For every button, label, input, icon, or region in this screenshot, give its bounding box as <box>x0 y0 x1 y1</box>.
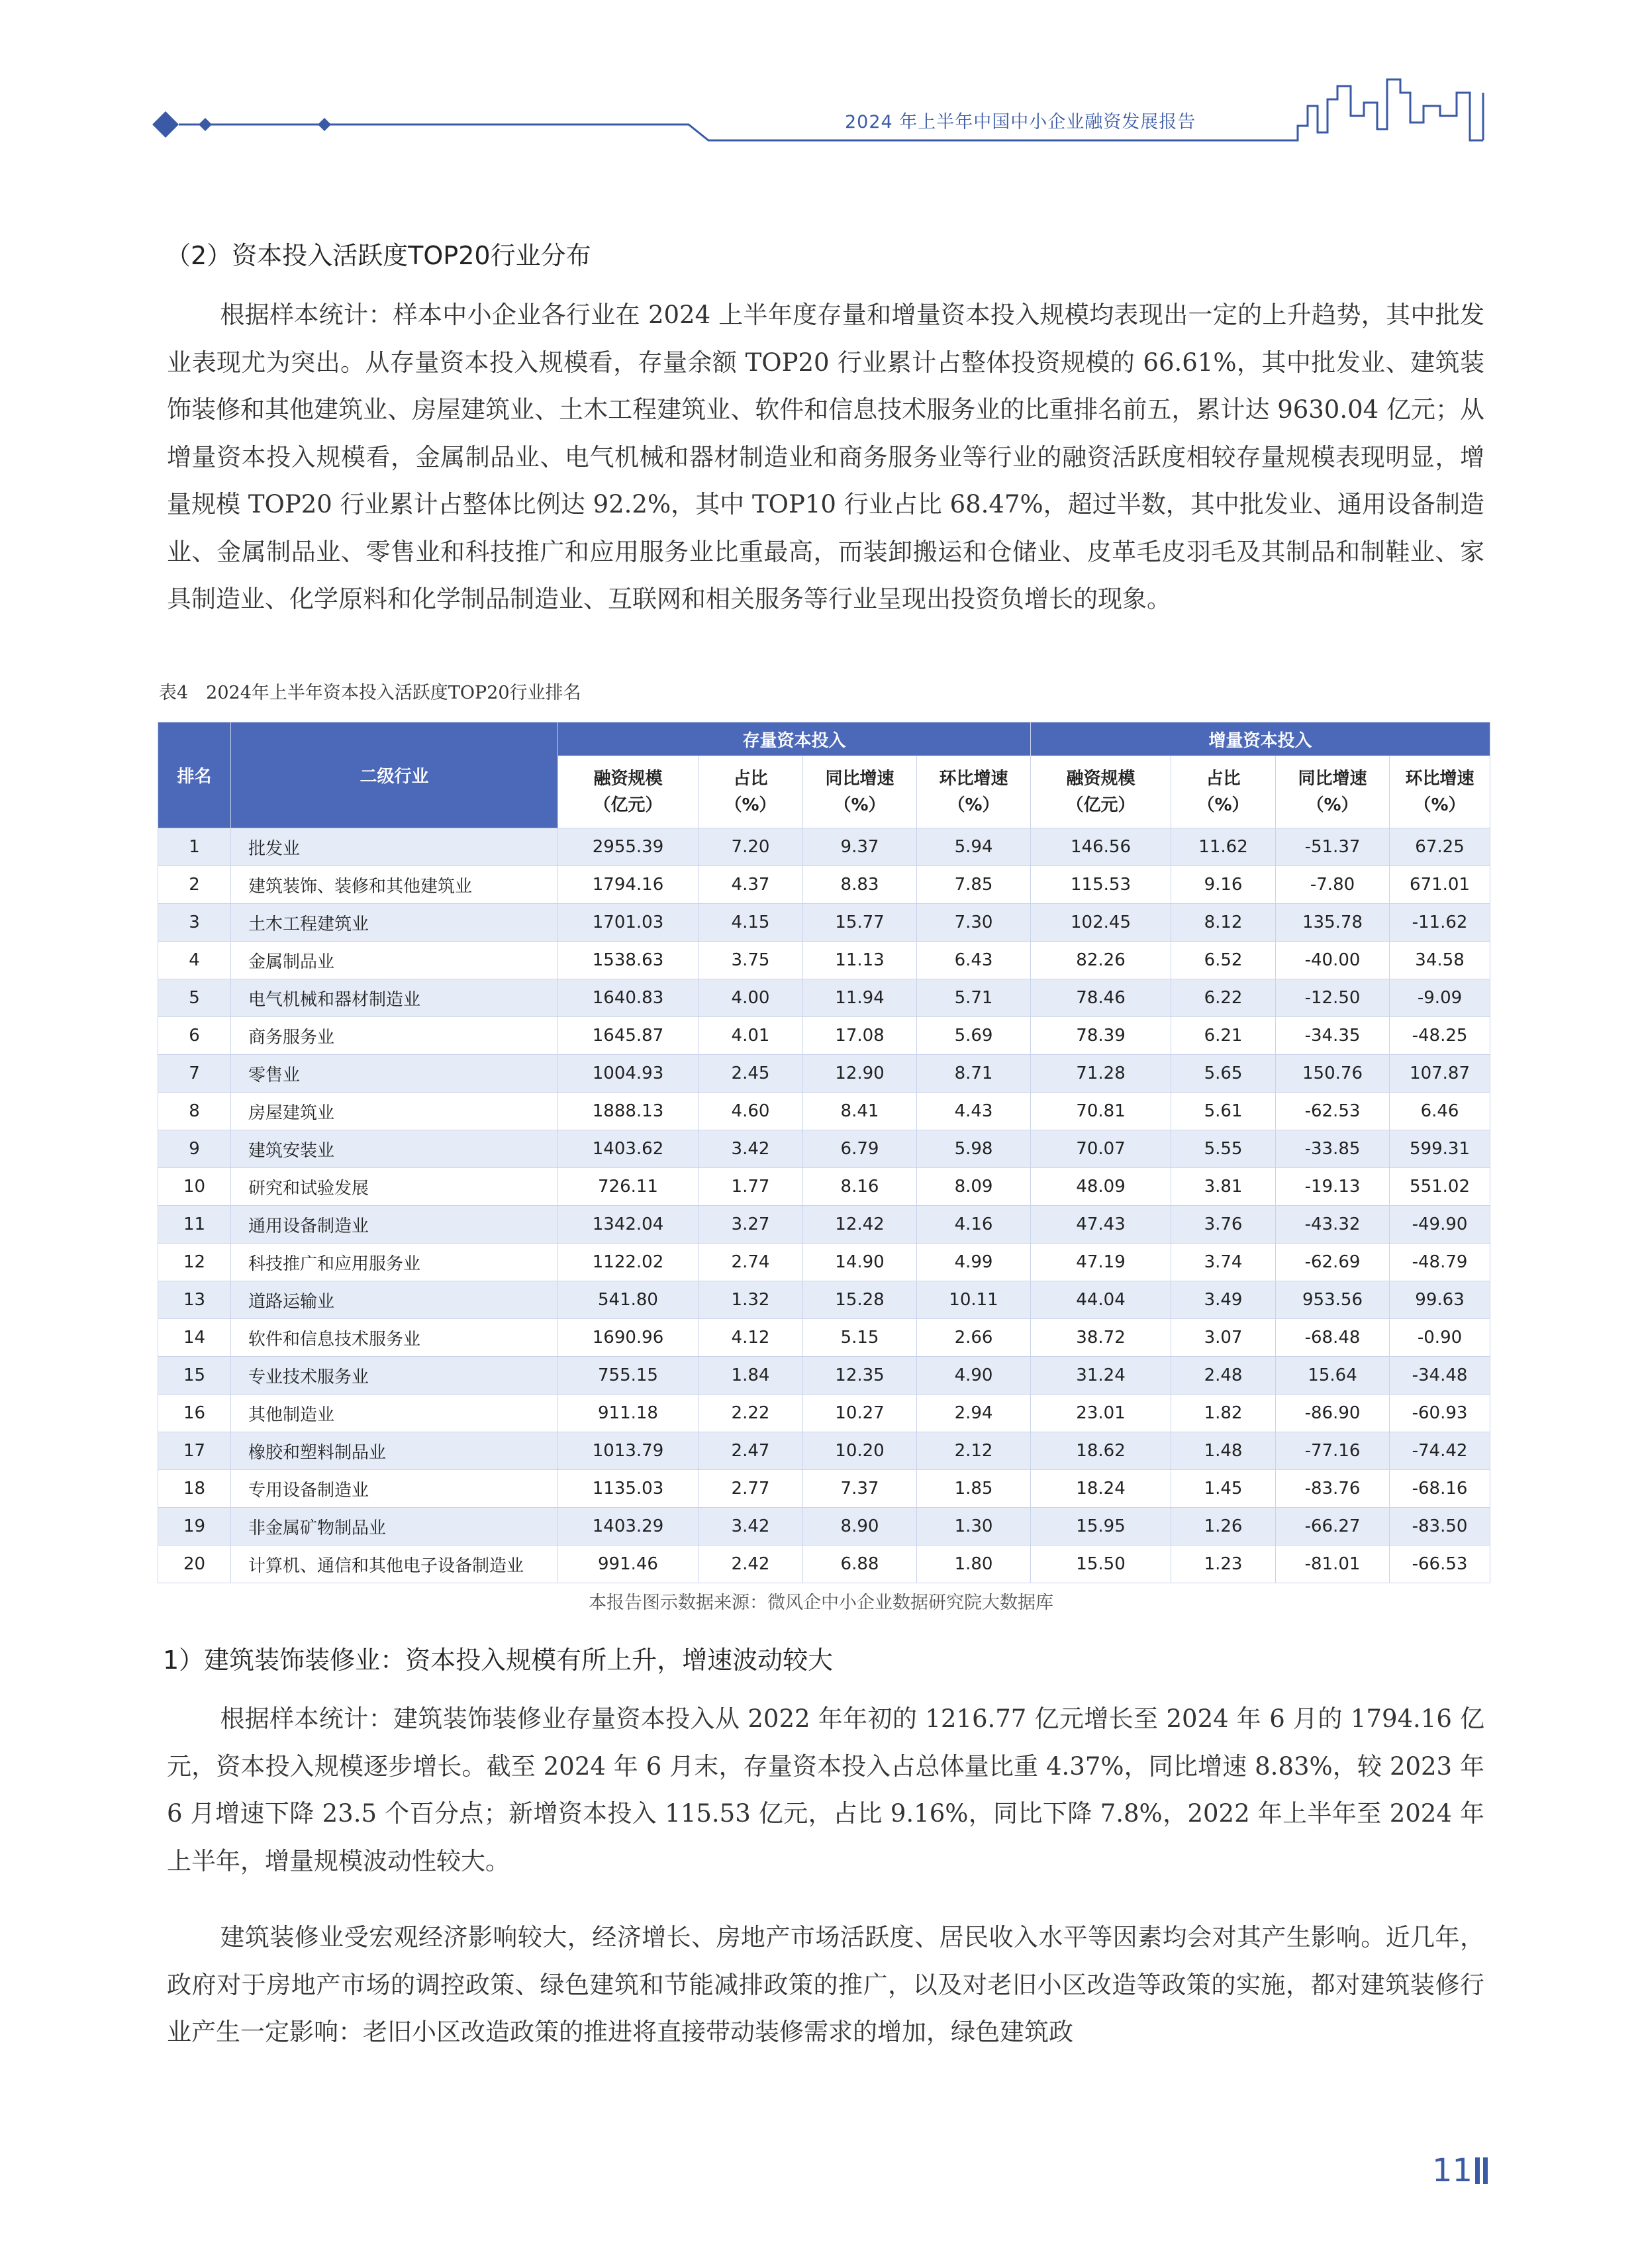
industry-ranking-table <box>158 722 1490 1583</box>
value-cell: 2.22 <box>699 1395 803 1432</box>
industry-cell: 零售业 <box>231 1055 558 1093</box>
rank-cell: 9 <box>158 1130 231 1168</box>
value-cell: 38.72 <box>1031 1319 1171 1357</box>
value-cell: 12.42 <box>803 1206 917 1244</box>
value-cell: 146.56 <box>1031 828 1171 866</box>
table-row <box>158 866 1490 904</box>
table-row <box>158 1168 1490 1206</box>
header-stock-group: 存量资本投入 <box>558 722 1031 756</box>
value-cell: 4.15 <box>699 904 803 942</box>
value-cell: 7.20 <box>699 828 803 866</box>
value-cell: 11.62 <box>1171 828 1276 866</box>
value-cell: -68.16 <box>1390 1470 1490 1508</box>
table-row <box>158 1395 1490 1432</box>
value-cell: -66.27 <box>1276 1508 1390 1546</box>
value-cell: 47.19 <box>1031 1244 1171 1281</box>
sub-header-line: （%） <box>1197 795 1249 815</box>
industry-cell: 道路运输业 <box>231 1281 558 1319</box>
sub-header-line: 占比 <box>733 769 768 789</box>
value-cell: 1794.16 <box>558 866 699 904</box>
value-cell: 1.80 <box>917 1546 1031 1583</box>
value-cell: 1.77 <box>699 1168 803 1206</box>
value-cell: 2.42 <box>699 1546 803 1583</box>
analysis-paragraph-text: 根据样本统计：建筑装饰装修业存量资本投入从 2022 年年初的 1216.77 亿元增长至 2024 年 6 月的 1794.16 亿元，资本投入规模逐步增长。截至 2024 年 6 月末，存量资本投入占总体量比重 4.37%，同比增速 8.83%，较 2023 年 6 月增速下降 23.5 个百分点；新增资本投入 115.53 亿元，占比 9.16%，同比下降 7.8%，2022 年上半年至 2024 年上半年，增量规模波动性较大。 <box>167 1704 1484 1875</box>
sub-header-line: 环比增速 <box>1405 769 1474 789</box>
industry-cell: 专用设备制造业 <box>231 1470 558 1508</box>
value-cell: 2.45 <box>699 1055 803 1093</box>
industry-cell: 房屋建筑业 <box>231 1093 558 1130</box>
sub-header-line: 环比增速 <box>939 769 1008 789</box>
rank-cell: 19 <box>158 1508 231 1546</box>
industry-cell: 通用设备制造业 <box>231 1206 558 1244</box>
sub-header-line: 占比 <box>1206 769 1241 789</box>
table-row <box>158 904 1490 942</box>
table-row <box>158 1432 1490 1470</box>
sub-header-line: 融资规模 <box>593 769 663 789</box>
industry-cell: 非金属矿物制品业 <box>231 1508 558 1546</box>
value-cell: 9.16 <box>1171 866 1276 904</box>
value-cell: -7.80 <box>1276 866 1390 904</box>
industry-cell: 计算机、通信和其他电子设备制造业 <box>231 1546 558 1583</box>
value-cell: 2.47 <box>699 1432 803 1470</box>
value-cell: 5.61 <box>1171 1093 1276 1130</box>
value-cell: 47.43 <box>1031 1206 1171 1244</box>
value-cell: 5.65 <box>1171 1055 1276 1093</box>
value-cell: 67.25 <box>1390 828 1490 866</box>
value-cell: 3.07 <box>1171 1319 1276 1357</box>
value-cell: -83.50 <box>1390 1508 1490 1546</box>
value-cell: 4.00 <box>699 979 803 1017</box>
industry-cell: 建筑装饰、装修和其他建筑业 <box>231 866 558 904</box>
table-row <box>158 1508 1490 1546</box>
value-cell: 1122.02 <box>558 1244 699 1281</box>
value-cell: 12.35 <box>803 1357 917 1395</box>
rank-cell: 12 <box>158 1244 231 1281</box>
sub-header-1 <box>699 756 803 828</box>
value-cell: 1013.79 <box>558 1432 699 1470</box>
table-row <box>158 1244 1490 1281</box>
value-cell: 15.77 <box>803 904 917 942</box>
value-cell: 6.21 <box>1171 1017 1276 1055</box>
value-cell: 5.71 <box>917 979 1031 1017</box>
industry-cell: 研究和试验发展 <box>231 1168 558 1206</box>
value-cell: -0.90 <box>1390 1319 1490 1357</box>
value-cell: 8.71 <box>917 1055 1031 1093</box>
value-cell: 8.16 <box>803 1168 917 1206</box>
sub-header-line: （%） <box>947 795 1000 815</box>
value-cell: 5.94 <box>917 828 1031 866</box>
table-caption: 表4 2024年上半年资本投入活跃度TOP20行业排名 <box>159 683 581 703</box>
industry-cell: 批发业 <box>231 828 558 866</box>
value-cell: 15.50 <box>1031 1546 1171 1583</box>
value-cell: 70.81 <box>1031 1093 1171 1130</box>
header-rank: 排名 <box>158 722 231 828</box>
rank-cell: 8 <box>158 1093 231 1130</box>
rank-cell: 14 <box>158 1319 231 1357</box>
rank-cell: 16 <box>158 1395 231 1432</box>
rank-cell: 17 <box>158 1432 231 1470</box>
value-cell: 6.46 <box>1390 1093 1490 1130</box>
value-cell: 4.90 <box>917 1357 1031 1395</box>
table-row <box>158 1319 1490 1357</box>
value-cell: 8.41 <box>803 1093 917 1130</box>
value-cell: -74.42 <box>1390 1432 1490 1470</box>
value-cell: 8.09 <box>917 1168 1031 1206</box>
sub-header-line: （亿元） <box>1066 795 1135 815</box>
table-row <box>158 979 1490 1017</box>
industry-cell: 电气机械和器材制造业 <box>231 979 558 1017</box>
rank-cell: 5 <box>158 979 231 1017</box>
value-cell: 107.87 <box>1390 1055 1490 1093</box>
value-cell: 150.76 <box>1276 1055 1390 1093</box>
value-cell: -48.79 <box>1390 1244 1490 1281</box>
rank-cell: 11 <box>158 1206 231 1244</box>
value-cell: 1342.04 <box>558 1206 699 1244</box>
sub-header-line: （%） <box>834 795 886 815</box>
sub-header-6 <box>1276 756 1390 828</box>
value-cell: -83.76 <box>1276 1470 1390 1508</box>
value-cell: 2.12 <box>917 1432 1031 1470</box>
value-cell: 6.52 <box>1171 942 1276 979</box>
rank-cell: 20 <box>158 1546 231 1583</box>
value-cell: 4.99 <box>917 1244 1031 1281</box>
value-cell: -34.35 <box>1276 1017 1390 1055</box>
sub-header-line: （%） <box>1414 795 1466 815</box>
industry-cell: 土木工程建筑业 <box>231 904 558 942</box>
value-cell: 3.42 <box>699 1130 803 1168</box>
value-cell: -43.32 <box>1276 1206 1390 1244</box>
rank-cell: 6 <box>158 1017 231 1055</box>
value-cell: 2.77 <box>699 1470 803 1508</box>
sub-header-3 <box>917 756 1031 828</box>
value-cell: 8.90 <box>803 1508 917 1546</box>
value-cell: 1.82 <box>1171 1395 1276 1432</box>
value-cell: 1701.03 <box>558 904 699 942</box>
value-cell: -60.93 <box>1390 1395 1490 1432</box>
rank-cell: 1 <box>158 828 231 866</box>
header-decoration <box>0 0 1642 159</box>
value-cell: 135.78 <box>1276 904 1390 942</box>
value-cell: 911.18 <box>558 1395 699 1432</box>
value-cell: -12.50 <box>1276 979 1390 1017</box>
value-cell: 5.69 <box>917 1017 1031 1055</box>
value-cell: 78.46 <box>1031 979 1171 1017</box>
value-cell: 15.28 <box>803 1281 917 1319</box>
value-cell: 3.42 <box>699 1508 803 1546</box>
report-title: 2024 年上半年中国中小企业融资发展报告 <box>845 112 1196 132</box>
sub-header-5 <box>1171 756 1276 828</box>
value-cell: 14.90 <box>803 1244 917 1281</box>
value-cell: 1135.03 <box>558 1470 699 1508</box>
value-cell: 11.94 <box>803 979 917 1017</box>
value-cell: 9.37 <box>803 828 917 866</box>
value-cell: 1403.62 <box>558 1130 699 1168</box>
rank-cell: 7 <box>158 1055 231 1093</box>
table-row <box>158 1093 1490 1130</box>
sub-header-7 <box>1390 756 1490 828</box>
value-cell: 23.01 <box>1031 1395 1171 1432</box>
rank-cell: 13 <box>158 1281 231 1319</box>
rank-cell: 2 <box>158 866 231 904</box>
value-cell: 15.95 <box>1031 1508 1171 1546</box>
table-row <box>158 1546 1490 1583</box>
sub-header-line: （%） <box>1306 795 1359 815</box>
value-cell: 1.32 <box>699 1281 803 1319</box>
context-paragraph <box>167 1914 1484 2056</box>
table-row <box>158 1470 1490 1508</box>
sub-header-line: （亿元） <box>593 795 663 815</box>
value-cell: 1538.63 <box>558 942 699 979</box>
table-row <box>158 1281 1490 1319</box>
value-cell: 4.12 <box>699 1319 803 1357</box>
industry-cell: 商务服务业 <box>231 1017 558 1055</box>
value-cell: 1403.29 <box>558 1508 699 1546</box>
sub-header-0 <box>558 756 699 828</box>
sub-header-line: 同比增速 <box>825 769 894 789</box>
value-cell: 48.09 <box>1031 1168 1171 1206</box>
table-row <box>158 1357 1490 1395</box>
value-cell: 1.85 <box>917 1470 1031 1508</box>
rank-cell: 10 <box>158 1168 231 1206</box>
context-paragraph-text: 建筑装修业受宏观经济影响较大，经济增长、房地产市场活跃度、居民收入水平等因素均会对其产生影响。近几年，政府对于房地产市场的调控政策、绿色建筑和节能减排政策的推广，以及对老旧小区改造等政策的实施，都对建筑装修行业产生一定影响：老旧小区改造政策的推进将直接带动装修需求的增加，绿色建筑政 <box>167 1923 1484 2046</box>
industry-cell: 建筑安装业 <box>231 1130 558 1168</box>
value-cell: 3.49 <box>1171 1281 1276 1319</box>
value-cell: 82.26 <box>1031 942 1171 979</box>
value-cell: -11.62 <box>1390 904 1490 942</box>
value-cell: -49.90 <box>1390 1206 1490 1244</box>
table-row <box>158 1055 1490 1093</box>
value-cell: 2955.39 <box>558 828 699 866</box>
value-cell: 7.37 <box>803 1470 917 1508</box>
data-source-note: 本报告图示数据来源：微风企中小企业数据研究院大数据库 <box>589 1593 1053 1613</box>
value-cell: 755.15 <box>558 1357 699 1395</box>
value-cell: 4.16 <box>917 1206 1031 1244</box>
value-cell: 1.30 <box>917 1508 1031 1546</box>
value-cell: 5.98 <box>917 1130 1031 1168</box>
value-cell: 3.76 <box>1171 1206 1276 1244</box>
value-cell: 1.45 <box>1171 1470 1276 1508</box>
value-cell: 2.66 <box>917 1319 1031 1357</box>
value-cell: 2.94 <box>917 1395 1031 1432</box>
value-cell: 7.30 <box>917 904 1031 942</box>
value-cell: -34.48 <box>1390 1357 1490 1395</box>
value-cell: 15.64 <box>1276 1357 1390 1395</box>
industry-cell: 专业技术服务业 <box>231 1357 558 1395</box>
industry-cell: 软件和信息技术服务业 <box>231 1319 558 1357</box>
value-cell: 18.62 <box>1031 1432 1171 1470</box>
industry-cell: 金属制品业 <box>231 942 558 979</box>
header-increment-group: 增量资本投入 <box>1031 722 1490 756</box>
value-cell: -86.90 <box>1276 1395 1390 1432</box>
value-cell: 17.08 <box>803 1017 917 1055</box>
value-cell: -81.01 <box>1276 1546 1390 1583</box>
table-row <box>158 1206 1490 1244</box>
subsection-title: 1）建筑装饰装修业：资本投入规模有所上升，增速波动较大 <box>163 1646 834 1675</box>
industry-cell: 科技推广和应用服务业 <box>231 1244 558 1281</box>
sub-header-4 <box>1031 756 1171 828</box>
rank-cell: 15 <box>158 1357 231 1395</box>
value-cell: 2.48 <box>1171 1357 1276 1395</box>
sub-header-2 <box>803 756 917 828</box>
value-cell: -19.13 <box>1276 1168 1390 1206</box>
value-cell: 1.26 <box>1171 1508 1276 1546</box>
value-cell: 541.80 <box>558 1281 699 1319</box>
value-cell: -48.25 <box>1390 1017 1490 1055</box>
analysis-paragraph <box>167 1695 1484 1885</box>
value-cell: 8.83 <box>803 866 917 904</box>
value-cell: 2.74 <box>699 1244 803 1281</box>
value-cell: 115.53 <box>1031 866 1171 904</box>
value-cell: 726.11 <box>558 1168 699 1206</box>
value-cell: 4.37 <box>699 866 803 904</box>
sub-header-line: 同比增速 <box>1298 769 1367 789</box>
page-header <box>0 0 1642 159</box>
value-cell: 3.27 <box>699 1206 803 1244</box>
value-cell: 5.55 <box>1171 1130 1276 1168</box>
value-cell: 671.01 <box>1390 866 1490 904</box>
sub-header-line: 融资规模 <box>1066 769 1135 789</box>
value-cell: 99.63 <box>1390 1281 1490 1319</box>
value-cell: -68.48 <box>1276 1319 1390 1357</box>
value-cell: 4.43 <box>917 1093 1031 1130</box>
value-cell: 6.79 <box>803 1130 917 1168</box>
table-row <box>158 1017 1490 1055</box>
value-cell: 10.11 <box>917 1281 1031 1319</box>
value-cell: 1645.87 <box>558 1017 699 1055</box>
value-cell: 551.02 <box>1390 1168 1490 1206</box>
skyline-icon <box>1291 79 1483 140</box>
value-cell: 71.28 <box>1031 1055 1171 1093</box>
value-cell: 12.90 <box>803 1055 917 1093</box>
value-cell: 18.24 <box>1031 1470 1171 1508</box>
value-cell: -62.53 <box>1276 1093 1390 1130</box>
value-cell: 953.56 <box>1276 1281 1390 1319</box>
value-cell: 6.22 <box>1171 979 1276 1017</box>
value-cell: 31.24 <box>1031 1357 1171 1395</box>
value-cell: 3.81 <box>1171 1168 1276 1206</box>
industry-cell: 其他制造业 <box>231 1395 558 1432</box>
value-cell: 8.12 <box>1171 904 1276 942</box>
value-cell: 10.20 <box>803 1432 917 1470</box>
rank-cell: 3 <box>158 904 231 942</box>
value-cell: 1.23 <box>1171 1546 1276 1583</box>
value-cell: 78.39 <box>1031 1017 1171 1055</box>
value-cell: -62.69 <box>1276 1244 1390 1281</box>
page-marker-icon <box>1475 2157 1491 2184</box>
value-cell: 1690.96 <box>558 1319 699 1357</box>
value-cell: 4.01 <box>699 1017 803 1055</box>
value-cell: 1004.93 <box>558 1055 699 1093</box>
value-cell: 6.43 <box>917 942 1031 979</box>
rank-cell: 18 <box>158 1470 231 1508</box>
value-cell: -33.85 <box>1276 1130 1390 1168</box>
page-number: 11 <box>1432 2152 1473 2189</box>
value-cell: 599.31 <box>1390 1130 1490 1168</box>
value-cell: 6.88 <box>803 1546 917 1583</box>
intro-paragraph-text: 根据样本统计：样本中小企业各行业在 2024 上半年度存量和增量资本投入规模均表现出一定的上升趋势，其中批发业表现尤为突出。从存量资本投入规模看，存量余额 TOP20 行业累计占整体投资规模的 66.61%，其中批发业、建筑装饰装修和其他建筑业、房屋建筑业、土木工程建筑业、软件和信息技术服务业的比重排名前五，累计达 9630.04 亿元；从增量资本投入规模看，金属制品业、电气机械和器材制造业和商务服务业等行业的融资活跃度相较存量规模表现明显，增量规模 TOP20 行业累计占整体比例达 92.2%，其中 TOP10 行业占比 68.47%，超过半数，其中批发业、通用设备制造业、金属制品业、零售业和科技推广和应用服务业比重最高，而装卸搬运和仓储业、皮革毛皮羽毛及其制品和制鞋业、家具制造业、化学原料和化学制品制造业、互联网和相关服务等行业呈现出投资负增长的现象。 <box>167 301 1484 613</box>
value-cell: -66.53 <box>1390 1546 1490 1583</box>
header-industry: 二级行业 <box>231 722 558 828</box>
value-cell: 5.15 <box>803 1319 917 1357</box>
table-row <box>158 828 1490 866</box>
value-cell: 10.27 <box>803 1395 917 1432</box>
sub-header-line: （%） <box>724 795 777 815</box>
value-cell: -9.09 <box>1390 979 1490 1017</box>
value-cell: -77.16 <box>1276 1432 1390 1470</box>
value-cell: 3.75 <box>699 942 803 979</box>
industry-cell: 橡胶和塑料制品业 <box>231 1432 558 1470</box>
value-cell: 44.04 <box>1031 1281 1171 1319</box>
value-cell: 1888.13 <box>558 1093 699 1130</box>
value-cell: 1.48 <box>1171 1432 1276 1470</box>
value-cell: 3.74 <box>1171 1244 1276 1281</box>
value-cell: 11.13 <box>803 942 917 979</box>
value-cell: 991.46 <box>558 1546 699 1583</box>
table-row <box>158 942 1490 979</box>
value-cell: 4.60 <box>699 1093 803 1130</box>
value-cell: 1.84 <box>699 1357 803 1395</box>
value-cell: 34.58 <box>1390 942 1490 979</box>
value-cell: 102.45 <box>1031 904 1171 942</box>
value-cell: 70.07 <box>1031 1130 1171 1168</box>
value-cell: -51.37 <box>1276 828 1390 866</box>
intro-paragraph <box>167 291 1484 623</box>
table-row <box>158 1130 1490 1168</box>
rank-cell: 4 <box>158 942 231 979</box>
value-cell: -40.00 <box>1276 942 1390 979</box>
value-cell: 1640.83 <box>558 979 699 1017</box>
value-cell: 7.85 <box>917 866 1031 904</box>
section-title: （2）资本投入活跃度TOP20行业分布 <box>166 241 591 270</box>
